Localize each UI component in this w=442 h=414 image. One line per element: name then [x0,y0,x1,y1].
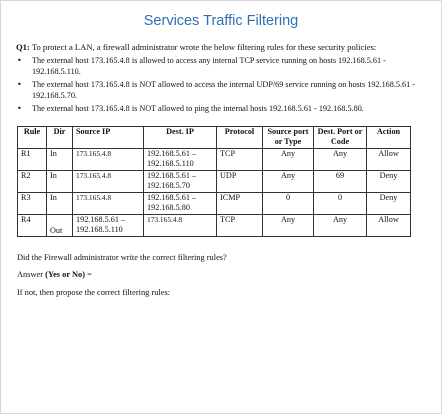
cell-dest-ip: 192.168.5.61 – 192.168.5.80 [144,193,217,215]
question-text [16,42,436,52]
table-row [18,149,411,171]
table-row [18,171,411,193]
policy-item [16,80,426,101]
cell-protocol: ICMP [217,193,263,215]
propose-text: If not, then propose the correct filtering rules: [17,288,171,297]
header-source-port: Source port or Type [263,127,314,149]
cell-dest-ip: 173.165.4.8 [144,215,217,237]
page-title: Services Traffic Filtering [143,13,299,29]
answer-options: (Yes or No) [45,270,86,279]
question-label: Q1: [16,42,30,52]
cell-dir: In [47,193,73,215]
cell-protocol: TCP [217,215,263,237]
bullet-icon: • [17,80,22,90]
cell-dir: In [47,149,73,171]
answer-suffix: = [85,270,92,279]
answer-label: Answer [17,270,46,279]
cell-source-ip: 173.165.4.8 [73,149,144,171]
header-source-ip: Source IP [73,127,144,149]
policy-text: The external host 173.165.4.8 is NOT allowed to ping the internal hosts 192.168.5.61 - 192.168.5.80. [32,104,364,114]
answer-line [17,270,92,279]
cell-rule: R1 [18,149,47,171]
header-protocol: Protocol [217,127,263,149]
header-dest-ip: Dest. IP [144,127,217,149]
policy-list [16,56,426,118]
cell-source-ip: 173.165.4.8 [73,171,144,193]
bullet-icon: • [17,56,22,65]
cell-dir: Out [47,215,73,237]
policy-text: The external host 173.165.4.8 is NOT allowed to access the internal UDP/69 service running on hosts 192.168.5.61 - 192.168.5.70. [32,80,416,100]
cell-dest-port: 0 [314,193,367,215]
cell-protocol: UDP [217,171,263,193]
cell-action: Allow [367,215,411,237]
table-header-row [18,127,411,149]
header-dir: Dir [47,127,73,149]
table-row [18,215,411,237]
policy-text: The external host 173.165.4.8 is allowed to access any internal TCP service running on hosts 192.168.5.61 - 192.168.5.110. [32,56,386,76]
cell-source-ip: 173.165.4.8 [73,193,144,215]
cell-dest-ip: 192.168.5.61 – 192.168.5.70 [144,171,217,193]
cell-rule: R2 [18,171,47,193]
cell-source-port: Any [263,171,314,193]
cell-rule: R3 [18,193,47,215]
bullet-icon: • [17,104,22,114]
policy-item [16,104,426,115]
cell-action: Deny [367,193,411,215]
table-row [18,193,411,215]
header-rule: Rule [18,127,47,149]
cell-dir: In [47,171,73,193]
policy-item [16,56,426,77]
cell-protocol: TCP [217,149,263,171]
cell-dest-port: Any [314,215,367,237]
cell-action: Allow [367,149,411,171]
cell-source-port: 0 [263,193,314,215]
header-action: Action [367,127,411,149]
question-body: To protect a LAN, a firewall administrator wrote the below filtering rules for these security policies: [29,42,377,52]
cell-dest-port: 69 [314,171,367,193]
cell-source-ip: 192.168.5.61 – 192.168.5.110 [73,215,144,237]
filtering-rules-table [17,126,411,237]
followup-question: Did the Firewall administrator write the correct filtering rules? [17,253,227,262]
cell-source-port: Any [263,215,314,237]
cell-source-port: Any [263,149,314,171]
header-dest-port: Dest. Port or Code [314,127,367,149]
cell-dest-port: Any [314,149,367,171]
cell-action: Deny [367,171,411,193]
cell-dest-ip: 192.168.5.61 – 192.168.5.110 [144,149,217,171]
cell-rule: R4 [18,215,47,237]
